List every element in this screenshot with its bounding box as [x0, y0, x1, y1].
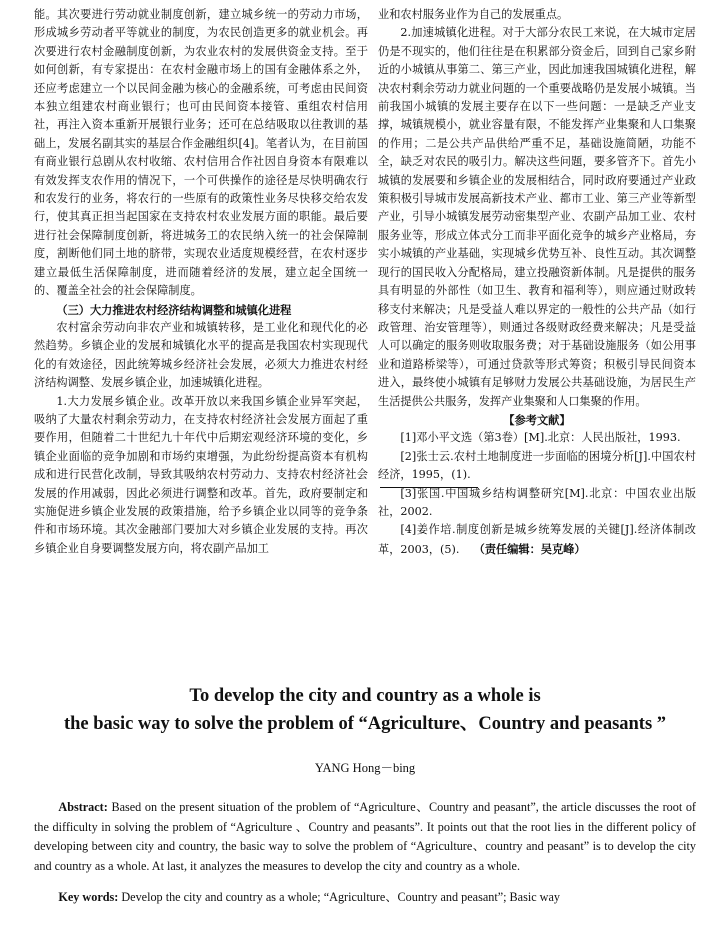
- english-author: YANG Hong－bing: [314, 761, 416, 775]
- abstract-text: Based on the present situation of the problem of “Agriculture、Country and peasant”, the article discusses the root of the difficulty in solving the problem of “Agriculture 、Country and peasants”. It points out that the root lies in the different policy of developing between city and country, the basic way to solve the problem of “Agriculture、country and peasant” is to develop the city and country as a whole. At last, it analyzes the measures to develop the city and country as a whole.: [34, 800, 696, 873]
- abstract-label: Abstract:: [58, 800, 108, 814]
- reference-item-4: [378, 521, 696, 559]
- references-section: [378, 411, 696, 559]
- english-abstract-block: [34, 682, 696, 920]
- responsible-editor: （责任编辑：吴克峰）: [473, 541, 586, 556]
- right-column: [378, 6, 696, 559]
- section-heading: （三）大力推进农村经济结构调整和城镇化进程: [56, 302, 292, 317]
- english-title-line-2: the basic way to solve the problem of “Agriculture、Country and peasants ”: [63, 714, 667, 734]
- left-paragraph-2: 农村富余劳动向非农产业和城镇转移，是工业化和现代化的必然趋势。乡镇企业的发展和城镇化水平的提高是我国农村实现现代化的有效途径，因此统筹城乡经济社会发展，必须大力推进农村经济结构调整、发展乡镇企业，加速城镇化进程。: [34, 320, 368, 390]
- english-abstract: [34, 798, 696, 876]
- reference-item-1: [1]邓小平文选（第3卷）[M].北京：人民出版社，1993.: [400, 431, 681, 445]
- left-paragraph-3: 1.大力发展乡镇企业。改革开放以来我国乡镇企业异军突起，吸纳了大量农村剩余劳动力，在支持农村经济社会发展方面起了重要作用，但随着二十世纪九十年代中后期宏观经济环境的变化，乡镇企业面临的竞争加剧和市场约束增强，为此纷纷提高资本有机构成和进行民营化改制，导致其吸纳农村劳动力、支持农村经济社会发展的作用减弱，因此必须进行调整和改革。首先，政府要制定和实施促进乡镇企业发展的政策措施，给予乡镇企业以同等的竞争条件和市场环境。其次金融部门要加大对乡镇企业发展的支持。再次乡镇企业自身要调整发展方向，将农副产品加工: [34, 394, 368, 555]
- keywords-label: Key words:: [58, 890, 119, 905]
- right-paragraph-2: 2.加速城镇化进程。对于大部分农民工来说，在大城市定居仍是不现实的，他们往往是在积累部分资金后，回到自己家乡附近的小城镇从事第二、第三产业，因此加速我国城镇化进程，解决农村剩余劳动力就业问题的一个重要战略仍是发展小城镇。当前我国小城镇的发展主要存在以下一些问题：一是缺乏产业支撑，城镇规模小，就业容量有限，不能发挥产业集聚和人口集聚的作用；二是公共产品供给严重不足，基础设施简陋，功能不全，缺乏对农民的吸引力。解决这些问题，要多管齐下。首先小城镇的发展要和乡镇企业的发展相结合，同时政府要通过产业政策积极引导城市发展高新技术产业、都市工业、第三产业等新型产业，引导小城镇发展劳动密集型产业、农副产品加工业、农村服务业等，形成立体式分工而非平面化竞争的城乡产业格局，夯实小城镇的产业基础，实现城乡优势互补、良性互动。其次调整现行的国民收入分配格局，建立投融资新体制。凡是提供的服务具有明显的外部性（如卫生、教育和福利等），则应通过财政转移支付来解决；凡是受益人难以界定的一般性的公共产品（如行政管理、治安管理等），则通过各级财政经费来解决；凡是受益人可以确定的服务则收取服务费；对于基础设施服务（如公用事业和道路桥梁等），可通过贷款等形式筹资；积极引导民间资本进入，最终使小城镇有足够财力发展公共基础设施，为居民生产生活提供公共服务，发挥产业集聚和人口集聚的作用。: [378, 26, 696, 408]
- english-keywords: [34, 888, 696, 908]
- right-paragraph-1: 业和农村服务业作为自己的发展重点。: [378, 8, 569, 21]
- left-paragraph-1: 能。其次要进行劳动就业制度创新，建立城乡统一的劳动力市场，形成城乡劳动者平等就业的制度，为农民创造更多的就业机会。再次要进行农村金融制度创新，为农业农村的发展供资金支持。至于如何创新，有专家提出：在农村金融市场上的国有金融体系之外，还应考虑建立一个以民间金融为核心的金融系统，可考虑由民间资本独立组建农村商业银行；也可由民间资本接管、重组农村信用社，再注入资本重新开展银行业务；还可在总结吸取以往教训的基础上，发展名副其实的基层合作金融组织[4]。笔者认为，在目前国有商业银行总剧从农村收缩、农村信用合作社因自身资本有限难以有效发挥支农作用的情况下，一个可供操作的途径是尽快明确农行和农发行的业务，将农行的一些原有的政策性业务尽快移交给农发行，使其真正担当起国家在支持农村农业发展方面的职能。最后要进行社会保障制度创新，将进城务工的农民纳入统一的社会保障制度，割断他们同土地的脐带，实现农业适度规模经营，在农村逐步建立最低生活保障制度，进而随着经济的发展，建立起全国统一的、覆盖全社会的社会保障制度。: [34, 8, 368, 298]
- english-title: [34, 682, 696, 738]
- left-column: [34, 6, 368, 558]
- references-title: 【参考文献】: [503, 412, 571, 427]
- english-title-line-1: To develop the city and country as a whole is: [189, 686, 541, 706]
- reference-item-2: [2]张士云.农村土地制度进一步面临的困境分析[J].中国农村经济，1995，(1).: [378, 449, 696, 482]
- reference-item-4-text: [4]姜作培.制度创新是城乡统筹发展的关键[J].经济体制改革，2003，(5).: [378, 523, 696, 556]
- keywords-text: Develop the city and country as a whole; “Agriculture、Country and peasant”; Basic way: [121, 890, 560, 905]
- reference-item-3: [3]张国.中国城乡结构调整研究[M].北京：中国农业出版社，2002.: [378, 486, 696, 518]
- references-divider: [380, 487, 478, 488]
